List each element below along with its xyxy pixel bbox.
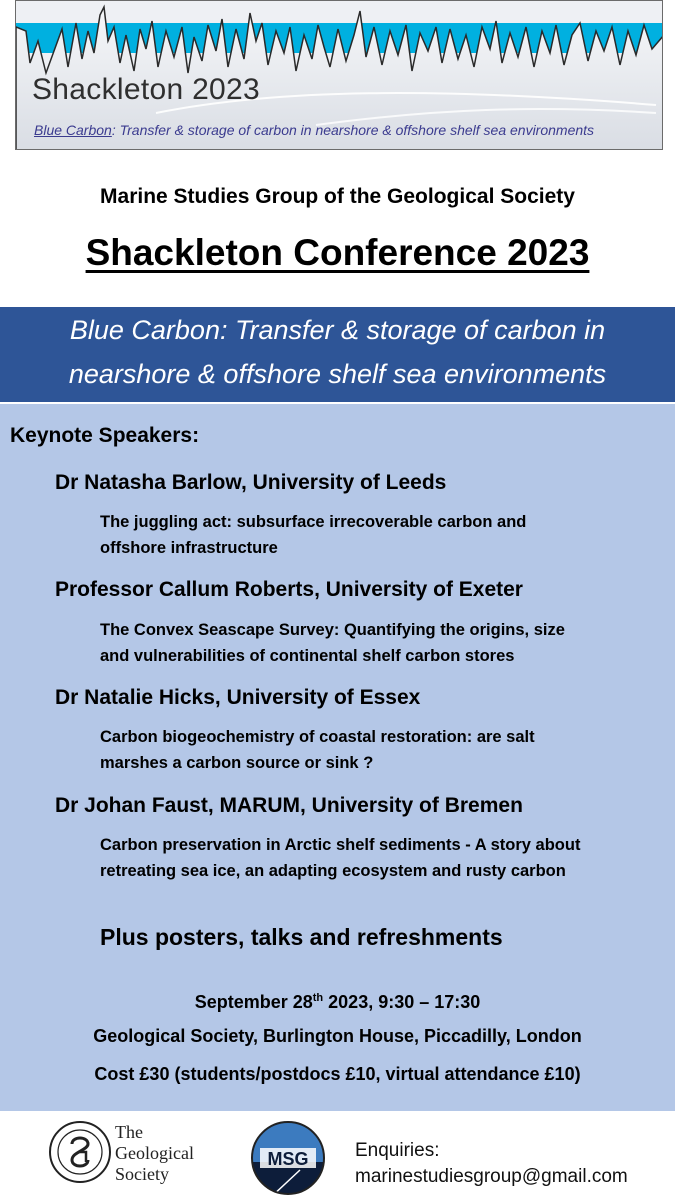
society-line: Society [115, 1164, 169, 1184]
conference-title [0, 232, 675, 274]
talk-title-line: marshes a carbon source or sink ? [100, 754, 374, 772]
enquiries-label: Enquiries: [355, 1140, 440, 1161]
geological-society-seal-icon [48, 1118, 112, 1186]
enquiries [355, 1138, 628, 1190]
speaker-name: Dr Natasha Barlow, University of Leeds [55, 471, 447, 494]
keynote-heading: Keynote Speakers: [10, 424, 200, 447]
talk-title-line: Carbon preservation in Arctic shelf sediments - A story about [100, 836, 581, 854]
talk-title-line: The Convex Seascape Survey: Quantifying the origins, size [100, 621, 565, 639]
talk-title-line: retreating sea ice, an adapting ecosystem and rusty carbon [100, 862, 566, 880]
talk-title-line: Carbon biogeochemistry of coastal restoration: are salt [100, 728, 535, 746]
event-date-ordinal: th [312, 992, 324, 1004]
speaker-name: Professor Callum Roberts, University of Exeter [55, 578, 523, 601]
organisation-title: Marine Studies Group of the Geological Society [100, 185, 575, 208]
theme-band [0, 307, 675, 402]
enquiries-email[interactable]: marinestudiesgroup@gmail.com [355, 1166, 628, 1187]
theme-line-2: nearshore & offshore shelf sea environments [68, 359, 607, 389]
msg-logo-text: MSG [267, 1149, 309, 1169]
talk-title-line: The juggling act: subsurface irrecoverable carbon and [100, 513, 527, 531]
theme-line-1: Blue Carbon: Transfer & storage of carbon in [69, 315, 606, 345]
talk-title-line: offshore infrastructure [100, 539, 278, 557]
event-cost: Cost £30 (students/postdocs £10, virtual attendance £10) [94, 1064, 581, 1084]
event-date [0, 992, 675, 1013]
banner-subtitle [34, 122, 594, 138]
extras-note: Plus posters, talks and refreshments [100, 924, 503, 950]
event-date-main: September 28 [194, 992, 313, 1012]
speaker-name: Dr Johan Faust, MARUM, University of Bremen [55, 794, 523, 817]
conference-banner [15, 0, 663, 150]
conference-title-text: Shackleton Conference 2023 [85, 232, 590, 273]
geological-society-wordmark [115, 1122, 194, 1185]
speaker-name: Dr Natalie Hicks, University of Essex [55, 686, 421, 709]
msg-logo [250, 1114, 326, 1198]
talk-title-line: and vulnerabilities of continental shelf carbon stores [100, 647, 515, 665]
banner-subtitle-text: : Transfer & storage of carbon in nearshore & offshore shelf sea environments [111, 122, 595, 138]
event-date-time: 2023, 9:30 – 17:30 [323, 992, 481, 1012]
society-line: Geological [115, 1143, 194, 1163]
event-venue: Geological Society, Burlington House, Piccadilly, London [93, 1026, 582, 1046]
banner-title: Shackleton 2023 [32, 73, 261, 106]
banner-subtitle-link[interactable]: Blue Carbon [34, 122, 112, 138]
society-line: The [115, 1122, 143, 1142]
